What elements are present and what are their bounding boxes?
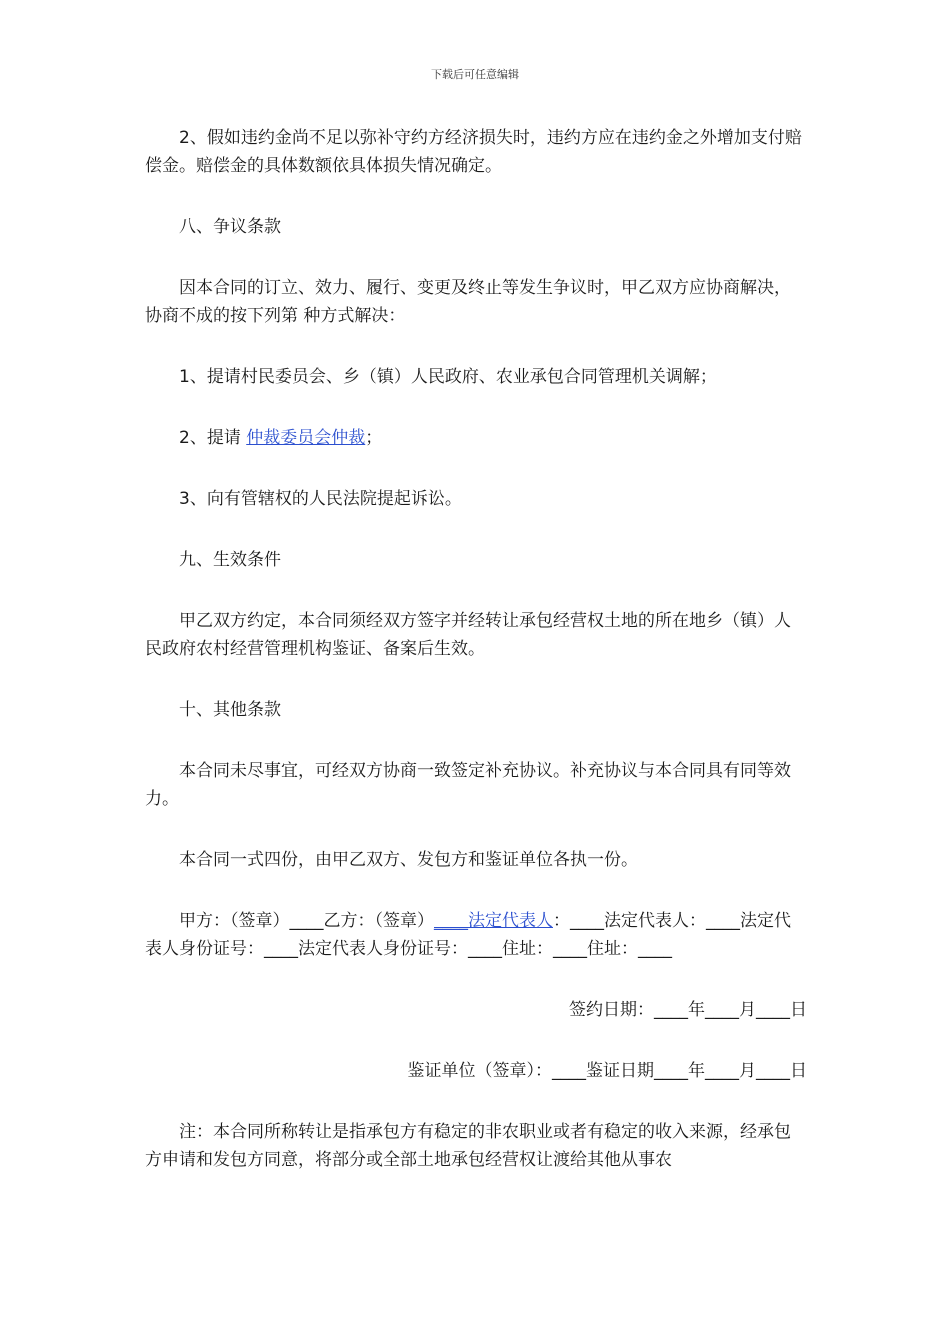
paragraph-mediation: 1、提请村民委员会、乡（镇）人民政府、农业承包合同管理机关调解；: [179, 367, 717, 387]
paragraph-penalty-compensation: 2、假如违约金尚不足以弥补守约方经济损失时，违约方应在违约金之外增加支付赔偿金。赔偿金的具体数额依具体损失情况确定。: [145, 128, 802, 176]
signature-parties: 甲方：（签章）____乙方：（签章）: [179, 911, 434, 931]
page-header: 下载后可任意编辑: [431, 68, 519, 81]
section-heading-effective: 九、生效条件: [179, 550, 281, 570]
paragraph-signatures: [145, 907, 807, 963]
arbitration-link[interactable]: 仲裁委员会仲裁: [246, 428, 366, 448]
paragraph-arbitration: [145, 424, 807, 452]
signature-details: ：____法定代表人：____法定代表人身份证号：____法定代表人身份证号：____住址：____住址：____: [145, 911, 791, 959]
section-heading-other: 十、其他条款: [179, 700, 281, 720]
paragraph-litigation: 3、向有管辖权的人民法院提起诉讼。: [179, 489, 462, 509]
arbitration-suffix: ；: [365, 428, 383, 448]
arbitration-prefix: 2、提请: [179, 428, 247, 448]
paragraph-supplementary: 本合同未尽事宜，可经双方协商一致签定补充协议。补充协议与本合同具有同等效力。: [145, 761, 791, 809]
section-heading-dispute: 八、争议条款: [179, 217, 281, 237]
paragraph-copies: 本合同一式四份，由甲乙双方、发包方和鉴证单位各执一份。: [179, 850, 638, 870]
document-body: [145, 124, 807, 1207]
legal-representative-link[interactable]: 法定代表人: [468, 911, 553, 931]
verification-line: 鉴证单位（签章）：____鉴证日期____年____月____日: [407, 1061, 807, 1081]
paragraph-note: 注：本合同所称转让是指承包方有稳定的非农职业或者有稳定的收入来源，经承包方申请和发包方同意，将部分或全部土地承包经营权让渡给其他从事农: [145, 1122, 791, 1170]
paragraph-dispute-resolution: 因本合同的订立、效力、履行、变更及终止等发生争议时，甲乙双方应协商解决，协商不成的按下列第 种方式解决：: [145, 278, 791, 326]
signing-date: 签约日期：____年____月____日: [569, 1000, 807, 1020]
paragraph-effective-conditions: 甲乙双方约定，本合同须经双方签字并经转让承包经营权土地的所在地乡（镇）人民政府农村经营管理机构鉴证、备案后生效。: [145, 611, 791, 659]
signature-blank[interactable]: ____: [434, 911, 468, 931]
